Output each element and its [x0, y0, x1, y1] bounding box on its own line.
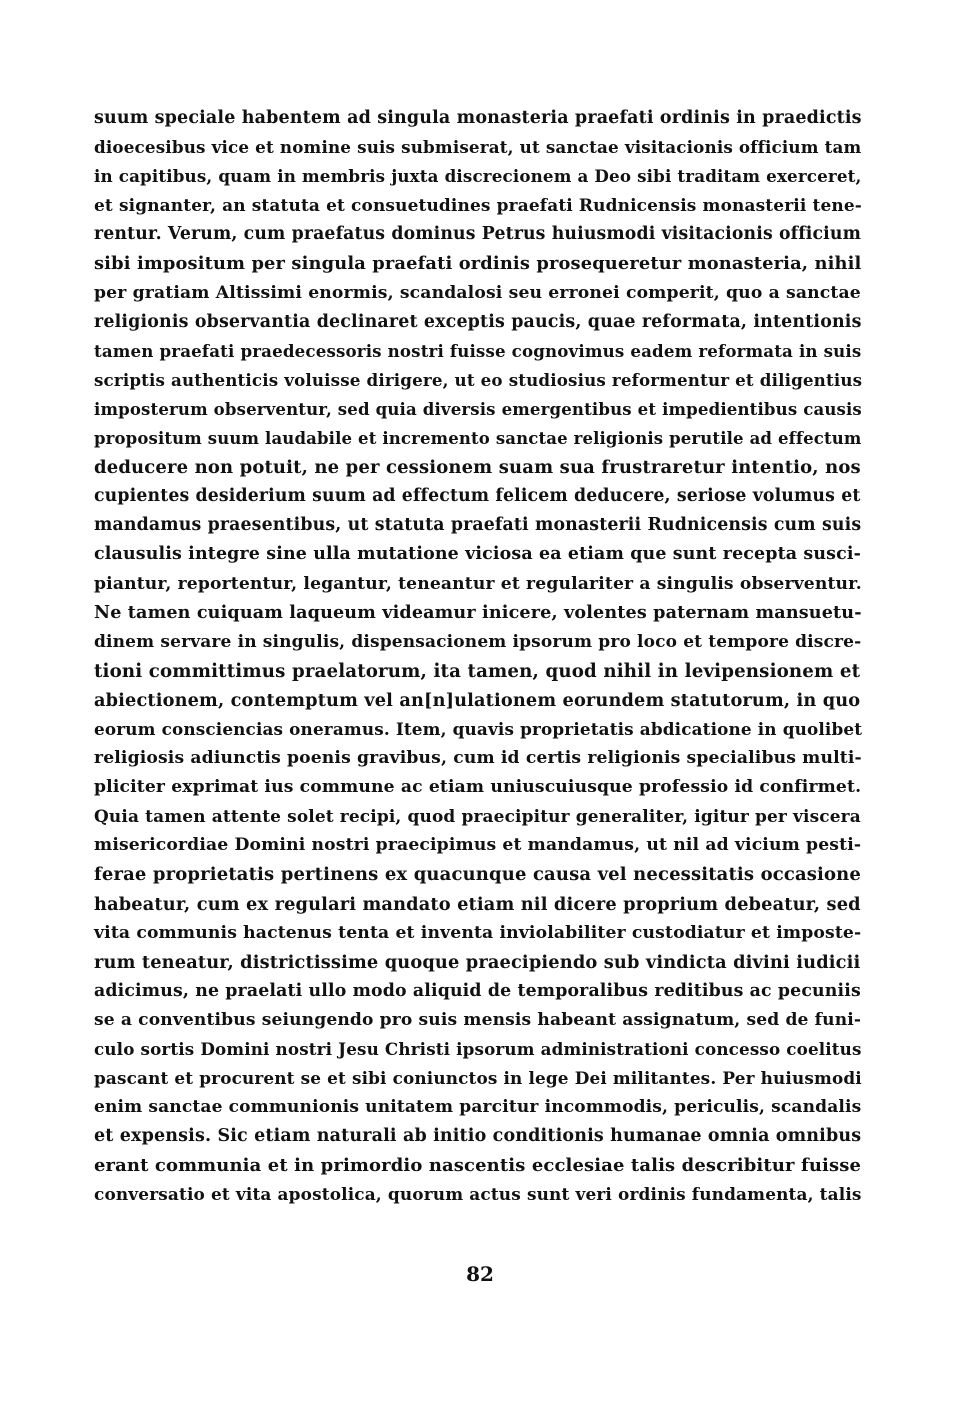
text-line: rum teneatur, districtissime quoque praecipiendo sub vindicta divini iudicii	[94, 951, 861, 973]
text-line: in capitibus, quam in membris juxta discrecionem a Deo sibi traditam exerceret,	[94, 166, 862, 187]
text-line: clausulis integre sine ulla mutatione viciosa ea etiam que sunt recepta susci-	[94, 544, 862, 565]
text-line: imposterum observentur, sed quia diversis emergentibus et impedientibus causis	[94, 398, 862, 419]
text-line: religionis observantia declinaret exceptis paucis, quae reformata, intentionis	[94, 311, 862, 332]
text-line: piantur, reportentur, legantur, teneantur et regulariter a singulis observentur.	[94, 573, 862, 594]
text-line: conversatio et vita apostolica, quorum actus sunt veri ordinis fundamenta, talis	[94, 1184, 862, 1205]
text-line: enim sanctae communionis unitatem parcitur incommodis, periculis, scandalis	[94, 1097, 862, 1118]
text-line: habeatur, cum ex regulari mandato etiam nil dicere proprium debeatur, sed	[94, 893, 861, 915]
text-line: dioecesibus vice et nomine suis submiserat, ut sanctae visitacionis officium tam	[94, 137, 862, 158]
text-line: vita communis hactenus tenta et inventa inviolabiliter custodiatur et imposte-	[94, 922, 862, 943]
text-line: misericordiae Domini nostri praecipimus et mandamus, ut nil ad vicium pesti-	[94, 835, 862, 856]
text-line: adicimus, ne praelati ullo modo aliquid de temporalibus reditibus ac pecuniis	[94, 980, 861, 1001]
text-line: pliciter exprimat ius commune ac etiam uniuscuiusque professio id confirmet.	[94, 777, 862, 798]
text-line: culo sortis Domini nostri Jesu Christi ipsorum administrationi concesso coelitus	[94, 1039, 862, 1059]
text-line: mandamus praesentibus, ut statuta praefati monasterii Rudnicensis cum suis	[94, 515, 862, 536]
text-line: rentur. Verum, cum praefatus dominus Petrus huiusmodi visitacionis officium	[94, 224, 862, 245]
text-line: religiosis adiunctis poenis gravibus, cum id certis religionis specialibus multi-	[94, 748, 862, 769]
text-line: tioni committimus praelatorum, ita tamen, quod nihil in levipensionem et	[94, 660, 861, 682]
page-number: 82	[466, 1262, 494, 1286]
text-line: deducere non potuit, ne per cessionem suam sua frustraretur intentio, nos	[94, 457, 861, 479]
text-line: per gratiam Altissimi enormis, scandalosi seu erronei comperit, quo a sanctae	[94, 282, 861, 303]
text-line: abiectionem, contemptum vel an[n]ulationem eorundem statutorum, in quo	[94, 689, 861, 711]
text-line: sibi impositum per singula praefati ordinis prosequeretur monasteria, nihil	[94, 253, 862, 275]
text-line: propositum suum laudabile et incremento sanctae religionis perutile ad effectum	[94, 428, 862, 449]
text-line: se a conventibus seiungendo pro suis mensis habeant assignatum, sed de funi-	[94, 1009, 862, 1030]
text-line: suum speciale habentem ad singula monasteria praefati ordinis in praedictis	[94, 108, 862, 128]
text-line: tamen praefati praedecessoris nostri fuisse cognovimus eadem reformata in suis	[94, 340, 862, 361]
text-line: ferae proprietatis pertinens ex quacunque causa vel necessitatis occasione	[94, 864, 861, 886]
text-line: scriptis authenticis voluisse dirigere, ut eo studiosius reformentur et diligentius	[94, 369, 863, 390]
text-line: Ne tamen cuiquam laqueum videamur inicere, volentes paternam mansuetu-	[94, 602, 862, 623]
text-line: et expensis. Sic etiam naturali ab initio conditionis humanae omnia omnibus	[94, 1126, 862, 1147]
text-line: et signanter, an statuta et consuetudines praefati Rudnicensis monasterii tene-	[94, 195, 862, 216]
body-text	[94, 104, 863, 1210]
text-line: pascant et procurent se et sibi coniunctos in lege Dei militantes. Per huiusmodi	[94, 1068, 862, 1089]
text-line: erant communia et in primordio nascentis ecclesiae talis describitur fuisse	[94, 1155, 862, 1177]
text-line: Quia tamen attente solet recipi, quod praecipitur generaliter, igitur per viscera	[94, 806, 861, 827]
text-line: eorum consciencias oneramus. Item, quavis proprietatis abdicatione in quolibet	[94, 718, 863, 739]
text-line: dinem servare in singulis, dispensacionem ipsorum pro loco et tempore discre-	[94, 631, 862, 652]
text-line: cupientes desiderium suum ad effectum felicem deducere, seriose volumus et	[94, 486, 861, 507]
